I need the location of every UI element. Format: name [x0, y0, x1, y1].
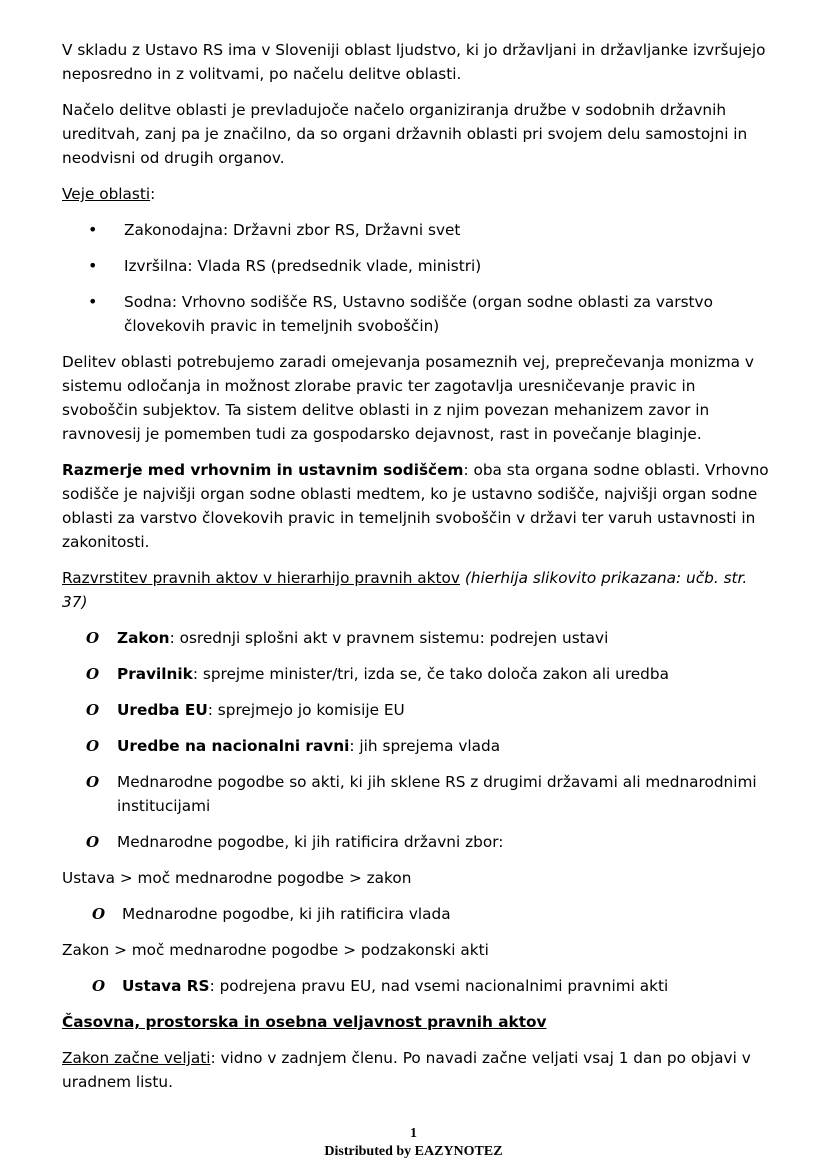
acts-list — [62, 626, 774, 854]
hierarchy-heading-note: (hierhija slikovito prikazana: učb. str. 37) — [62, 569, 748, 611]
paragraph-principle: Načelo delitve oblasti je prevladujoče načelo organiziranja družbe v sodobnih državnih ureditvah, zanj pa je značilno, da so organi državnih oblasti pri svojem delu samostojni in neodvisni od drugih organov. — [62, 101, 748, 167]
paragraph-separation: Delitev oblasti potrebujemo zaradi omejevanja posameznih vej, preprečevanja monizma v sistemu odločanja in možnost zlorabe pravic ter zagotavlja uresničevanje pravic in svoboščin subjektov. Ta sistem delitve oblasti in z njim povezan mehanizem zavor in ravnovesij je pomemben tudi za gospodarsko dejavnost, rast in povečanje blaginje. — [62, 353, 754, 443]
paragraph-courts — [62, 458, 774, 554]
document-body — [62, 38, 774, 1106]
branch-item: • Zakonodajna: Državni zbor RS, Državni svet — [62, 218, 774, 242]
acts-list-ustava — [62, 974, 774, 998]
hierarchy-line-1: Ustava > moč mednarodne pogodbe > zakon — [62, 869, 412, 887]
validity-text: : vidno v zadnjem členu. Po navadi začne veljati vsaj 1 dan po objavi v uradnem listu. — [62, 1049, 751, 1091]
act-item: O Mednarodne pogodbe so akti, ki jih sklene RS z drugimi državami ali mednarodnimi institucijami — [62, 770, 774, 818]
branch-item: • Sodna: Vrhovno sodišče RS, Ustavno sodišče (organ sodne oblasti za varstvo človekovih pravic in temeljnih svoboščin) — [62, 290, 774, 338]
act-item: O Zakon: osrednji splošni akt v pravnem sistemu: podrejen ustavi — [62, 626, 774, 650]
paragraph-intro: V skladu z Ustavo RS ima v Sloveniji oblast ljudstvo, ki jo državljani in državljanke izvršujejo neposredno in z volitvami, po načelu delitve oblasti. — [62, 41, 766, 83]
act-item: O Uredbe na nacionalni ravni: jih sprejema vlada — [62, 734, 774, 758]
branches-heading — [62, 182, 774, 206]
acts-list-vlada — [62, 902, 774, 926]
circle-bullet-icon: O — [86, 629, 100, 647]
hierarchy-line-2: Zakon > moč mednarodne pogodbe > podzakonski akti — [62, 941, 489, 959]
courts-bold: Razmerje med vrhovnim in ustavnim sodiščem — [62, 461, 464, 479]
page-number: 1 — [410, 1126, 417, 1141]
hierarchy-heading-text: Razvrstitev pravnih aktov v hierarhijo pravnih aktov — [62, 569, 460, 587]
act-item: O Mednarodne pogodbe, ki jih ratificira državni zbor: — [62, 830, 774, 854]
act-item: O Uredba EU: sprejmejo jo komisije EU — [62, 698, 774, 722]
circle-bullet-icon: O — [92, 977, 106, 995]
hierarchy-heading — [62, 566, 774, 614]
paragraph-validity — [62, 1046, 774, 1094]
branches-heading-colon: : — [150, 185, 156, 203]
validity-label: Zakon začne veljati — [62, 1049, 211, 1067]
circle-bullet-icon: O — [86, 737, 100, 755]
branch-item: • Izvršilna: Vlada RS (predsednik vlade, ministri) — [62, 254, 774, 278]
circle-bullet-icon: O — [92, 905, 106, 923]
act-item: O Ustava RS: podrejena pravu EU, nad vsemi nacionalnimi pravnimi akti — [62, 974, 774, 998]
act-item: O Pravilnik: sprejme minister/tri, izda se, če tako določa zakon ali uredba — [62, 662, 774, 686]
courts-text: : oba sta organa sodne oblasti. Vrhovno sodišče je najvišji organ sodne oblasti medtem, ko je ustavno sodišče, najvišji organ sodne oblasti za varstvo človekovih pravic in temeljnih svoboščin v državi ter varuh ustavnosti in zakonitosti. — [62, 461, 769, 551]
branches-heading-text: Veje oblasti — [62, 185, 151, 203]
circle-bullet-icon: O — [86, 701, 100, 719]
act-item: O Mednarodne pogodbe, ki jih ratificira vlada — [62, 902, 774, 926]
circle-bullet-icon: O — [86, 773, 100, 791]
distributed-by: Distributed by EAZYNOTEZ — [324, 1144, 503, 1159]
circle-bullet-icon: O — [86, 833, 100, 851]
branches-list — [62, 218, 774, 338]
circle-bullet-icon: O — [86, 665, 100, 683]
validity-heading: Časovna, prostorska in osebna veljavnost pravnih aktov — [62, 1013, 547, 1031]
